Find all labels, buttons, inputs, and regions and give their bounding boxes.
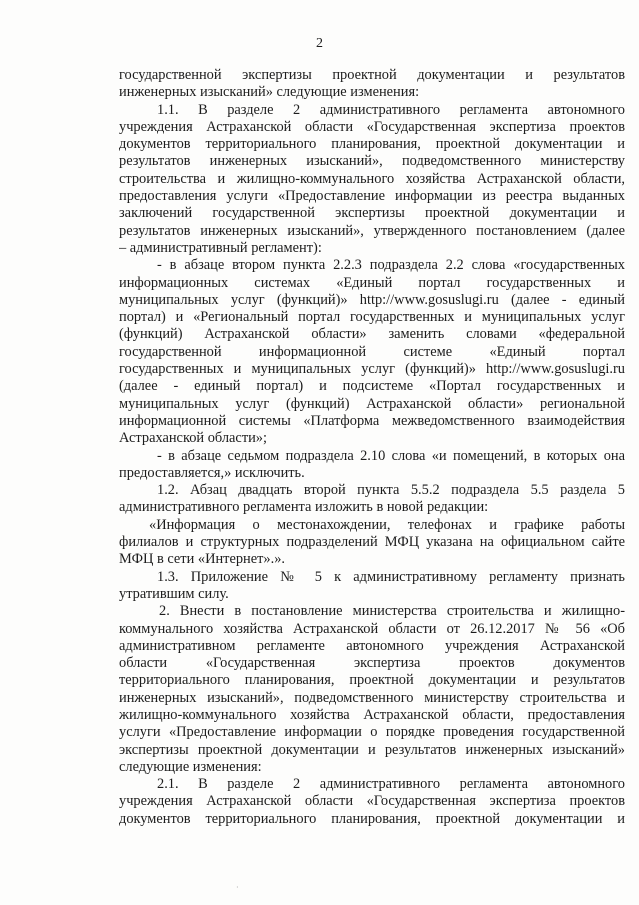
text-line: «Информация о местонахождении, телефонах и графике работы bbox=[149, 516, 625, 533]
paragraph bbox=[119, 67, 625, 102]
page-number: 2 bbox=[316, 36, 323, 51]
text-line: 2. Внести в постановление министерства строительства и жилищно- bbox=[159, 603, 625, 620]
text-line: 2.1. В разделе 2 административного регламента автономного bbox=[157, 776, 625, 793]
text-line: государственных и муниципальных услуг (функций)» http://www.gosuslugi.ru bbox=[119, 361, 625, 378]
text-line: информационной системы «Платформа межведомственного взаимодействия bbox=[119, 412, 625, 429]
text-line: Астраханской области»; bbox=[119, 430, 268, 447]
text-line: следующие изменения: bbox=[119, 758, 262, 775]
text-line: области «Государственная экспертиза проектов документов bbox=[119, 655, 625, 672]
text-line: – административный регламент): bbox=[119, 239, 322, 256]
text-line: экспертизы проектной документации и результатов инженерных изысканий» bbox=[119, 741, 625, 758]
text-line: документов территориального планирования, проектной документации и bbox=[119, 810, 625, 827]
text-line: строительства и жилищно-коммунального хозяйства Астраханской области, bbox=[119, 170, 625, 187]
text-line: учреждения Астраханской области «Государственная экспертиза проектов bbox=[119, 118, 625, 135]
paragraph bbox=[119, 448, 625, 483]
paragraph bbox=[119, 102, 625, 258]
text-line: 1.2. Абзац двадцать второй пункта 5.5.2 подраздела 5.5 раздела 5 bbox=[157, 482, 625, 499]
paragraph bbox=[119, 257, 625, 447]
text-line: документов территориального планирования, проектной документации и bbox=[119, 136, 625, 153]
text-line: филиалов и структурных подразделений МФЦ указана на официальном сайте bbox=[119, 534, 625, 551]
text-line: - в абзаце втором пункта 2.2.3 подраздела 2.2 слова «государственных bbox=[157, 257, 625, 274]
text-line: (функций) Астраханской области» заменить словами «федеральной bbox=[119, 326, 625, 343]
paragraph bbox=[119, 776, 625, 828]
text-line: инженерных изысканий» следующие изменения: bbox=[119, 84, 420, 101]
text-line: утратившим силу. bbox=[119, 585, 229, 602]
text-line: жилищно-коммунального хозяйства Астраханской области, предоставления bbox=[119, 706, 625, 723]
text-line: административном регламенте автономного учреждения Астраханской bbox=[119, 637, 625, 654]
text-line: результатов инженерных изысканий», подведомственного министерству bbox=[119, 153, 625, 170]
text-line: инженерных изысканий», подведомственного министерству строительства и bbox=[119, 689, 625, 706]
text-line: услуги «Предоставление информации о порядке проведения государственной bbox=[119, 724, 625, 741]
text-line: учреждения Астраханской области «Государственная экспертиза проектов bbox=[119, 793, 625, 810]
text-line: муниципальных услуг (функций) Астраханской области» региональной bbox=[119, 395, 625, 412]
text-line: предоставления услуги «Предоставление информации из реестра выданных bbox=[119, 188, 625, 205]
text-line: заключений государственной экспертизы проектной документации и bbox=[119, 205, 625, 222]
text-line: государственной экспертизы проектной документации и результатов bbox=[119, 67, 625, 83]
paragraph bbox=[119, 482, 625, 517]
text-line: - в абзаце седьмом подраздела 2.10 слова «и помещений, в которых она bbox=[157, 447, 625, 464]
text-line: портал) и «Региональный портал государственных и муниципальных услуг bbox=[119, 309, 625, 326]
paragraph bbox=[119, 569, 625, 604]
text-line: (далее - единый портал) и подсистеме «Портал государственных и bbox=[119, 378, 625, 395]
document-body bbox=[119, 67, 625, 828]
text-line: МФЦ в сети «Интернет».». bbox=[119, 551, 286, 568]
text-line: государственной информационной системе «Единый портал bbox=[119, 343, 625, 360]
text-line: муниципальных услуг (функций)» http://www.gosuslugi.ru (далее - единый bbox=[119, 291, 625, 308]
text-line: территориального планирования, проектной документации и результатов bbox=[119, 672, 625, 689]
text-line: информационных системах «Единый портал государственных и bbox=[119, 274, 625, 291]
paragraph bbox=[119, 603, 625, 776]
scan-speck: · bbox=[236, 883, 239, 892]
text-line: предоставляется,» исключить. bbox=[119, 464, 305, 481]
text-line: коммунального хозяйства Астраханской области от 26.12.2017 № 56 «Об bbox=[119, 620, 625, 637]
text-line: 1.1. В разделе 2 административного регламента автономного bbox=[157, 101, 625, 118]
text-line: результатов инженерных изысканий», утвержденного постановлением (далее bbox=[119, 222, 625, 239]
text-line: административного регламента изложить в новой редакции: bbox=[119, 499, 489, 516]
text-line: 1.3. Приложение № 5 к административному регламенту признать bbox=[157, 568, 625, 585]
paragraph bbox=[119, 517, 625, 569]
